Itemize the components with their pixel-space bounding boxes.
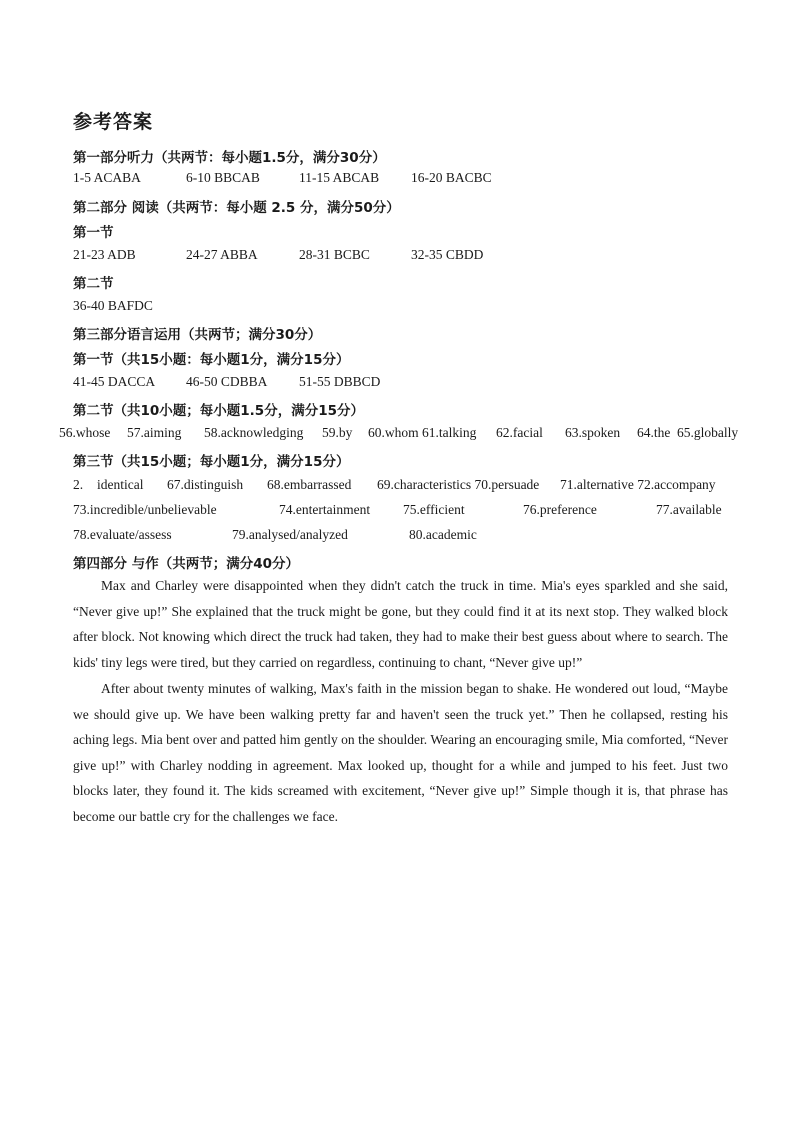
answer-item: 58.acknowledging xyxy=(204,425,304,440)
answer-group: 1-5 ACABA xyxy=(73,170,141,185)
essay-paragraph-2: After about twenty minutes of walking, Max's faith in the mission began to shake. He wondered out loud, “Maybe we should give up. We have been walking pretty far and haven't seen the truck yet.” Then he collapsed, resting his aching legs. Mia bent over and patted him gently on the shoulder. Wearing an encouraging smile, Mia comforted, “Never give up!” with Charley nodding in agreement. Max looked up, thought for a while and jumped to his feet. Just two blocks later, they found it. The kids screamed with excitement, “Never give up!” Simple though it is, that phrase has become our battle cry for the challenges we face. xyxy=(73,681,728,824)
answer-item: identical xyxy=(97,477,144,492)
page-title: 参考答案 xyxy=(73,111,154,133)
answer-item: 76.preference xyxy=(523,502,597,517)
answer-item: 67.distinguish xyxy=(167,477,244,492)
answer-item: 78.evaluate/assess xyxy=(73,527,172,542)
answer-item: 79.analysed/analyzed xyxy=(232,527,348,542)
answer-item: 63.spoken xyxy=(565,425,621,440)
answer-group: 41-45 DACCA xyxy=(73,374,156,389)
answer-item: 65.globally xyxy=(677,425,739,440)
part2-section2-heading: 第二节 xyxy=(73,276,114,292)
answer-group: 21-23 ADB xyxy=(73,247,136,262)
answer-group: 51-55 DBBCD xyxy=(299,374,381,389)
answer-item: 69.characteristics 70.persuade xyxy=(377,477,540,492)
answer-item: 57.aiming xyxy=(127,425,182,440)
answer-item: 77.available xyxy=(656,502,722,517)
part4-heading: 第四部分 与作（共两节；满分40分） xyxy=(73,556,299,572)
answer-item: 68.embarrassed xyxy=(267,477,352,492)
part3-section2-heading: 第二节（共10小题；每小题1.5分，满分15分） xyxy=(73,403,364,419)
answer-item: 62.facial xyxy=(496,425,543,440)
answer-item: 56.whose xyxy=(59,425,111,440)
answer-item: 71.alternative 72.accompany xyxy=(560,477,716,492)
answer-item: 59.by xyxy=(322,425,353,440)
answer-group: 32-35 CBDD xyxy=(411,247,484,262)
answer-item: 73.incredible/unbelievable xyxy=(73,502,217,517)
answer-item: 64.the xyxy=(637,425,671,440)
answer-item: 75.efficient xyxy=(403,502,465,517)
part2-heading: 第二部分 阅读（共两节：每小题 2.5 分，满分50分） xyxy=(73,200,400,216)
answer-item: 2. xyxy=(73,477,84,492)
answer-item: 74.entertainment xyxy=(279,502,371,517)
answer-group: 28-31 BCBC xyxy=(299,247,370,262)
answer-group: 6-10 BBCAB xyxy=(186,170,260,185)
essay-paragraph-1: Max and Charley were disappointed when they didn't catch the truck in time. Mia's eyes sparkled and she said, “Never give up!” She explained that the truck might be gone, but they could find it at its next stop. They walked block after block. Not knowing which direct the truck had taken, they had to make their best guess about where to search. The kids' tiny legs were tired, but they carried on regardless, continuing to chant, “Never give up!” xyxy=(73,578,728,670)
answer-group: 36-40 BAFDC xyxy=(73,298,153,313)
part2-section1-heading: 第一节 xyxy=(73,225,114,241)
part1-heading: 第一部分听力（共两节：每小题1.5分，满分30分） xyxy=(73,150,386,166)
part3-section3-heading: 第三节（共15小题；每小题1分，满分15分） xyxy=(73,454,350,470)
answer-group: 24-27 ABBA xyxy=(186,247,258,262)
answer-group: 11-15 ABCAB xyxy=(299,170,380,185)
answer-group: 46-50 CDBBA xyxy=(186,374,268,389)
answer-item: 80.academic xyxy=(409,527,477,542)
part3-section1-heading: 第一节（共15小题：每小题1分，满分15分） xyxy=(73,352,350,368)
answer-group: 16-20 BACBC xyxy=(411,170,492,185)
answer-item: 60.whom 61.talking xyxy=(368,425,477,440)
part3-heading: 第三部分语言运用（共两节；满分30分） xyxy=(73,327,322,343)
